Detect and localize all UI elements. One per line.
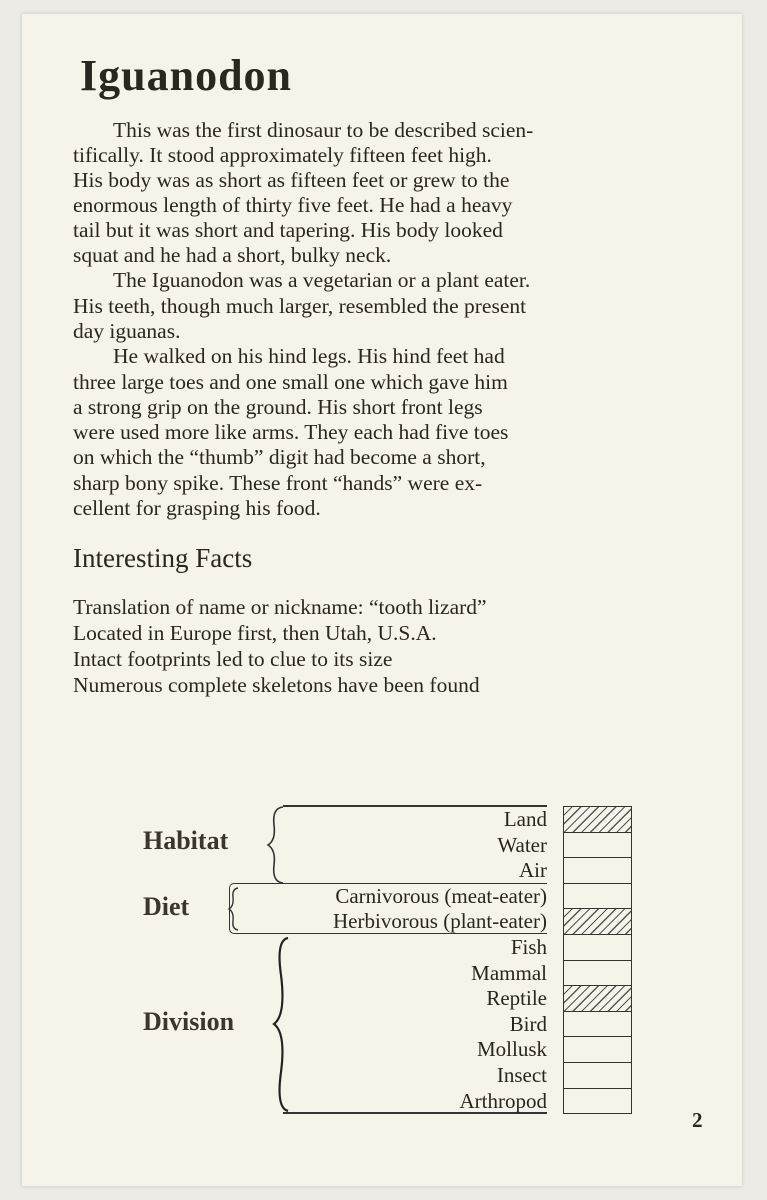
empty-box <box>563 1036 632 1063</box>
empty-box <box>563 1062 632 1089</box>
row-label: Air <box>519 858 547 883</box>
empty-box <box>563 832 632 859</box>
row-label: Land <box>503 807 547 831</box>
row-label: Mammal <box>471 960 547 985</box>
fact-item: Intact footprints led to clue to its size <box>73 647 393 671</box>
body-line: His teeth, though much larger, resembled the present <box>73 294 527 318</box>
category-division: Division <box>143 1007 235 1036</box>
row-label: Mollusk <box>476 1037 547 1062</box>
row-label: Water <box>497 832 547 857</box>
facts-heading: Interesting Facts <box>73 543 253 573</box>
checked-box <box>563 985 632 1012</box>
body-line: tail but it was short and tapering. His body looked <box>73 218 503 242</box>
row-label: Fish <box>510 935 547 959</box>
row-label: Arthropod <box>459 1088 547 1113</box>
body-line: squat and he had a short, bulky neck. <box>73 243 392 267</box>
body-line: day iguanas. <box>73 319 181 343</box>
body-line: sharp bony spike. These front “hands” were ex- <box>73 471 483 495</box>
empty-box <box>563 960 632 987</box>
empty-box <box>563 883 632 910</box>
page-title: Iguanodon <box>80 51 293 100</box>
checked-box <box>563 806 632 833</box>
category-diet: Diet <box>143 892 190 921</box>
row-label: Bird <box>509 1011 547 1036</box>
body-line: This was the first dinosaur to be described scien- <box>113 118 534 142</box>
body-line: three large toes and one small one which gave him <box>73 370 508 394</box>
empty-box <box>563 857 632 884</box>
habitat-brace-icon <box>268 807 283 883</box>
fact-item: Located in Europe first, then Utah, U.S.A. <box>73 621 437 645</box>
body-line: cellent for grasping his food. <box>73 496 321 520</box>
body-line: were used more like arms. They each had five toes <box>73 420 509 444</box>
body-line: He walked on his hind legs. His hind feet had <box>113 344 505 368</box>
empty-box <box>563 1011 632 1038</box>
category-habitat: Habitat <box>143 826 229 855</box>
page-number: 2 <box>692 1108 703 1132</box>
checked-box <box>563 908 632 935</box>
row-label: Insect <box>496 1063 547 1087</box>
fact-item: Translation of name or nickname: “tooth lizard” <box>73 595 487 619</box>
row-label: Herbivorous (plant-eater) <box>333 909 547 934</box>
fact-item: Numerous complete skeletons have been found <box>73 673 480 697</box>
body-line: The Iguanodon was a vegetarian or a plant eater. <box>113 268 531 292</box>
row-label: Reptile <box>486 986 547 1011</box>
division-brace-icon <box>274 938 288 1111</box>
empty-box <box>563 934 632 961</box>
body-line: on which the “thumb” digit had become a short, <box>73 445 486 469</box>
body-line: a strong grip on the ground. His short front legs <box>73 395 483 419</box>
diet-brace-icon <box>229 888 238 930</box>
empty-box <box>563 1088 632 1115</box>
body-line: His body was as short as fifteen feet or grew to the <box>73 168 510 192</box>
body-line: tifically. It stood approximately fifteen feet high. <box>73 143 492 167</box>
body-line: enormous length of thirty five feet. He had a heavy <box>73 193 513 217</box>
row-label: Carnivorous (meat-eater) <box>335 883 547 908</box>
